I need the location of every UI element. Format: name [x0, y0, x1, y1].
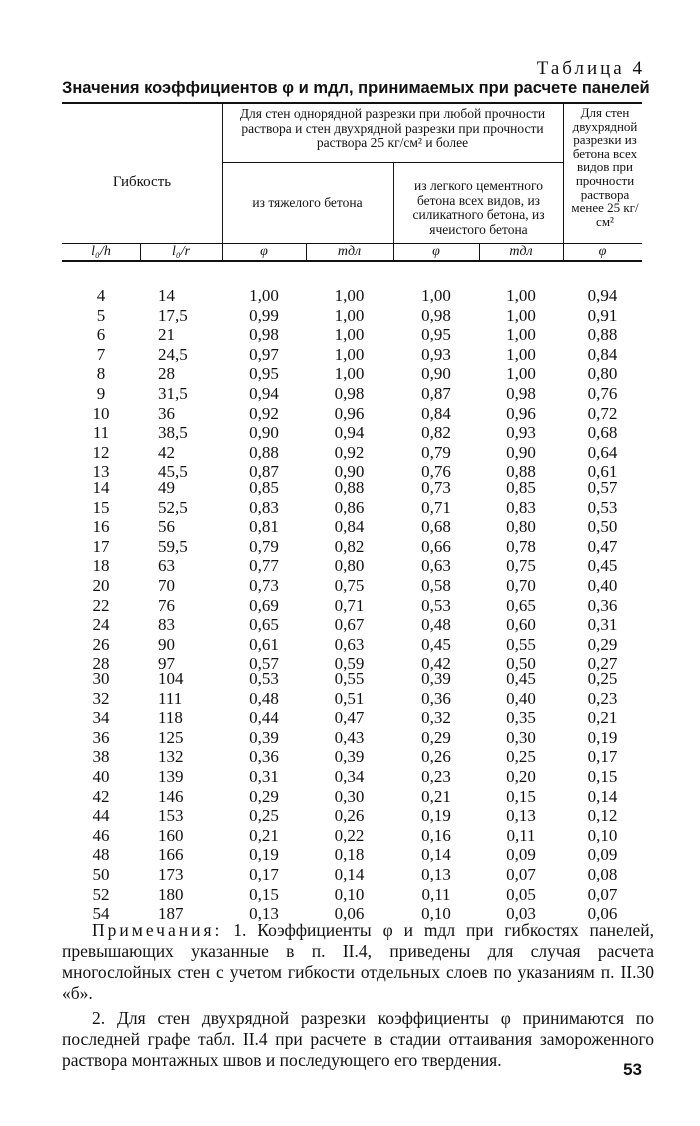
page-number: 53: [623, 1060, 642, 1079]
header-phi-light: φ: [432, 244, 440, 259]
table-label: Таблица 4: [536, 58, 645, 79]
table-cell-m-l: 0,45: [506, 669, 536, 688]
header-group-a: Для стен однорядной разрезки при любой прочности раствора и стен двухрядной разрезки при прочности раствора 25 кг/см² и более: [239, 106, 546, 150]
table-cell-phi-h: 0,73: [249, 576, 279, 595]
table-cell-lo-h: 17: [92, 536, 110, 556]
table-cell-phi-l: 0,73: [421, 478, 451, 497]
table-cell-m-h: 1,00: [334, 286, 365, 305]
table-cell-m-l: 0,85: [506, 478, 536, 497]
notes: [62, 920, 654, 1071]
table-cell-phi-h: 0,88: [249, 442, 279, 462]
table-cell-phi-l: 0,63: [421, 556, 451, 576]
table-cell-m-h: 0,47: [334, 708, 365, 728]
table-cell-lo-h: 10: [92, 403, 110, 423]
table-cell-lo-r: 125: [158, 727, 184, 747]
table-cell-m-l: 0,50: [506, 654, 536, 674]
table-cell-lo-h: 22: [92, 595, 110, 615]
table-cell-lo-r: 104: [158, 669, 184, 688]
table-cell-lo-r: 38,5: [158, 423, 188, 443]
header-top-rule: [62, 102, 642, 104]
table-cell-phi-h: 0,94: [249, 384, 279, 403]
table-cell-phi-h: 0,31: [249, 767, 279, 786]
table-cell-m-h: 0,84: [334, 517, 365, 537]
header-lo-h: l₀/h: [91, 244, 111, 259]
table-cell-phi-h: 0,44: [249, 708, 279, 728]
table-cell-phi-l: 0,95: [421, 325, 451, 345]
table-cell-m-h: 0,59: [334, 654, 365, 674]
table-cell-lo-h: 44: [92, 806, 110, 826]
table-cell-phi-h: 0,53: [249, 669, 279, 688]
table-cell-m-l: 0,90: [506, 442, 536, 462]
table-cell-phi-b: 0,57: [587, 478, 618, 497]
notes-lead: Примечания:: [92, 920, 223, 940]
note-1-text: 1. Коэффициенты φ и mдл при гибкостях панелей, превышающих указанные в п. II.4, приведены для случая расчета многослойных стен с учетом гибкости отдельных слоев по указаниям п. II.30 «б».: [62, 920, 655, 1003]
table-cell-lo-r: 173: [158, 865, 184, 884]
table-cell-phi-b: 0,84: [587, 344, 618, 364]
table-cell-phi-b: 0,09: [587, 845, 618, 865]
table-cell-lo-r: 21: [158, 325, 175, 345]
table-cell-lo-r: 180: [158, 884, 184, 904]
table-cell-m-h: 0,55: [334, 669, 365, 688]
table-cell-phi-h: 0,69: [249, 595, 279, 615]
table-cell-phi-l: 0,19: [421, 806, 451, 826]
header-m-light: mдл: [509, 244, 533, 259]
table-cell-phi-b: 0,21: [587, 708, 618, 728]
table-cell-m-h: 0,86: [334, 497, 365, 517]
table-cell-phi-b: 0,94: [587, 286, 618, 305]
table-cell-m-l: 1,00: [506, 286, 536, 305]
table-cell-m-l: 0,40: [506, 688, 536, 708]
table-cell-lo-h: 48: [92, 845, 110, 865]
table-cell-phi-b: 0,25: [587, 669, 618, 688]
table-cell-lo-h: 36: [92, 727, 110, 747]
table-cell-m-l: 0,75: [506, 556, 536, 576]
table-cell-phi-h: 0,65: [249, 615, 279, 635]
table-cell-phi-l: 0,93: [421, 344, 451, 364]
table-cell-phi-b: 0,50: [587, 517, 618, 537]
table-cell-m-h: 0,88: [334, 478, 365, 497]
table-cell-m-h: 0,39: [334, 747, 365, 767]
table-cell-lo-r: 17,5: [158, 305, 188, 325]
table-cell-m-h: 0,96: [334, 403, 365, 423]
header-group-b: Для стен двухрядной разрезки из бетона всех видов при прочности раствора менее 25 кг/см²: [571, 105, 639, 229]
table-cell-phi-h: 0,19: [249, 845, 279, 865]
table-cell-m-h: 0,22: [334, 825, 365, 845]
header-vline-2: [563, 104, 564, 260]
table-cell-lo-h: 30: [92, 669, 110, 688]
table-cell-m-l: 0,80: [506, 517, 536, 537]
table-cell-lo-h: 46: [92, 825, 110, 845]
table-cell-lo-r: 49: [158, 478, 175, 497]
table-cell-phi-l: 0,39: [421, 669, 451, 688]
table-cell-lo-h: 12: [92, 442, 110, 462]
table-cell-lo-h: 54: [92, 904, 110, 924]
table-cell-lo-h: 24: [92, 615, 110, 635]
table-cell-lo-r: 14: [158, 286, 175, 305]
table-cell-m-l: 0,83: [506, 497, 536, 517]
table-cell-phi-b: 0,07: [587, 884, 618, 904]
table-cell-m-l: 0,78: [506, 536, 536, 556]
table-cell-lo-h: 7: [96, 344, 106, 364]
header-m-heavy: mдл: [337, 244, 362, 259]
table-cell-m-l: 0,15: [506, 786, 536, 806]
table-cell-phi-h: 0,90: [249, 423, 279, 443]
header-bottom-rule: [62, 260, 642, 262]
table-cell-phi-b: 0,45: [587, 556, 618, 576]
table-cell-phi-b: 0,19: [587, 727, 618, 747]
table-cell-m-h: 0,92: [334, 442, 365, 462]
table-cell-phi-h: 1,00: [249, 286, 279, 305]
table-cell-lo-r: 70: [158, 576, 175, 595]
table-cell-phi-l: 1,00: [421, 286, 451, 305]
table-cell-lo-r: 24,5: [158, 344, 188, 364]
table-cell-lo-h: 42: [92, 786, 110, 806]
table-cell-m-h: 0,51: [334, 688, 365, 708]
table-cell-phi-l: 0,71: [421, 497, 451, 517]
note-1: [62, 920, 654, 1004]
table-cell-phi-h: 0,85: [249, 478, 279, 497]
table-cell-lo-r: 118: [158, 708, 183, 728]
table-cell-phi-h: 0,83: [249, 497, 279, 517]
table-cell-phi-l: 0,66: [421, 536, 451, 556]
table-cell-lo-r: 45,5: [158, 462, 188, 482]
table-cell-phi-l: 0,90: [421, 364, 451, 384]
table-cell-m-h: 1,00: [334, 305, 365, 325]
table-cell-phi-b: 0,76: [587, 384, 618, 403]
table-cell-m-l: 0,88: [506, 462, 536, 482]
table-cell-phi-l: 0,32: [421, 708, 451, 728]
table-cell-lo-r: 160: [158, 825, 184, 845]
table-cell-m-l: 0,07: [506, 865, 536, 884]
table-cell-m-h: 1,00: [334, 325, 365, 345]
table-cell-phi-l: 0,42: [421, 654, 451, 674]
table-cell-m-h: 0,94: [334, 423, 365, 443]
table-cell-lo-h: 28: [92, 654, 110, 674]
table-cell-phi-h: 0,98: [249, 325, 279, 345]
table-cell-m-l: 1,00: [506, 305, 536, 325]
table-cell-m-l: 0,30: [506, 727, 536, 747]
table-cell-lo-r: 31,5: [158, 384, 188, 403]
table-cell-phi-h: 0,39: [249, 727, 279, 747]
table-cell-phi-h: 0,97: [249, 344, 279, 364]
table-cell-phi-b: 0,15: [587, 767, 618, 786]
table-cell-phi-b: 0,53: [587, 497, 618, 517]
table-cell-phi-b: 0,88: [587, 325, 618, 345]
table-cell-phi-l: 0,21: [421, 786, 451, 806]
table-cell-phi-l: 0,10: [421, 904, 451, 924]
header-vline-1: [222, 104, 223, 260]
table-cell-lo-h: 18: [92, 556, 110, 576]
table-cell-lo-h: 11: [92, 423, 110, 443]
table-cell-lo-r: 28: [158, 364, 175, 384]
table-cell-lo-r: 139: [158, 767, 184, 786]
table-cell-phi-h: 0,48: [249, 688, 279, 708]
table-cell-m-l: 1,00: [506, 325, 536, 345]
table-cell-m-l: 0,20: [506, 767, 536, 786]
table-cell-m-l: 1,00: [506, 364, 536, 384]
table-cell-lo-h: 16: [92, 517, 110, 537]
table-cell-phi-h: 0,57: [249, 654, 279, 674]
table-cell-phi-l: 0,36: [421, 688, 451, 708]
table-cell-phi-b: 0,29: [587, 634, 618, 654]
table-cell-lo-h: 32: [92, 688, 110, 708]
table-cell-m-l: 0,05: [506, 884, 536, 904]
table-cell-m-h: 0,34: [334, 767, 365, 786]
table-cell-phi-h: 0,61: [249, 634, 279, 654]
table-cell-m-h: 1,00: [334, 344, 365, 364]
table-title: Значения коэффициентов φ и mдл, принимаемых при расчете панелей: [62, 79, 650, 97]
table-cell-m-l: 0,25: [506, 747, 536, 767]
table-cell-phi-l: 0,53: [421, 595, 451, 615]
table-cell-m-h: 0,90: [334, 462, 365, 482]
table-cell-lo-r: 90: [158, 634, 175, 654]
table-cell-m-h: 0,71: [334, 595, 365, 615]
table-cell-phi-h: 0,79: [249, 536, 279, 556]
table-cell-phi-l: 0,14: [421, 845, 451, 865]
table-cell-lo-h: 50: [92, 865, 110, 884]
table-cell-lo-r: 187: [158, 904, 184, 924]
header-heavy-concrete: из тяжелого бетона: [252, 195, 363, 210]
table-cell-m-h: 0,80: [334, 556, 365, 576]
table-cell-lo-r: 63: [158, 556, 175, 576]
table-cell-phi-l: 0,26: [421, 747, 451, 767]
table-cell-phi-b: 0,27: [587, 654, 618, 674]
table-cell-phi-h: 0,15: [249, 884, 279, 904]
table-cell-phi-b: 0,91: [587, 305, 618, 325]
table-cell-m-l: 0,09: [506, 845, 536, 865]
table-cell-lo-r: 83: [158, 615, 175, 635]
table-cell-lo-r: 166: [158, 845, 184, 865]
table-cell-lo-h: 9: [96, 384, 106, 403]
table-cell-m-h: 0,26: [334, 806, 365, 826]
table-cell-m-l: 0,03: [506, 904, 536, 924]
table-cell-m-l: 0,13: [506, 806, 536, 826]
table-cell-phi-h: 0,77: [249, 556, 279, 576]
table-cell-phi-b: 0,72: [587, 403, 618, 423]
table-cell-phi-h: 0,25: [249, 806, 279, 826]
table-cell-lo-r: 59,5: [158, 536, 188, 556]
table-cell-lo-r: 76: [158, 595, 175, 615]
table-cell-phi-b: 0,47: [587, 536, 618, 556]
table-cell-phi-b: 0,68: [587, 423, 618, 443]
table-cell-phi-b: 0,14: [587, 786, 618, 806]
table-cell-lo-r: 52,5: [158, 497, 188, 517]
table-cell-lo-h: 40: [92, 767, 110, 786]
table-cell-m-l: 0,98: [506, 384, 536, 403]
table-cell-lo-r: 97: [158, 654, 175, 674]
table-cell-phi-b: 0,64: [587, 442, 618, 462]
table-cell-m-l: 0,35: [506, 708, 536, 728]
table-cell-m-h: 0,10: [334, 884, 365, 904]
table-cell-lo-h: 52: [92, 884, 110, 904]
table-cell-lo-r: 42: [158, 442, 175, 462]
table-cell-lo-h: 38: [92, 747, 110, 767]
table-cell-phi-l: 0,79: [421, 442, 451, 462]
table-cell-m-h: 0,06: [334, 904, 365, 924]
table-cell-m-l: 0,70: [506, 576, 536, 595]
table-cell-m-l: 0,55: [506, 634, 536, 654]
table-cell-phi-l: 0,13: [421, 865, 451, 884]
table-cell-lo-r: 146: [158, 786, 184, 806]
table-cell-phi-h: 0,36: [249, 747, 279, 767]
table-cell-lo-h: 26: [92, 634, 110, 654]
table-cell-phi-h: 0,13: [249, 904, 279, 924]
table-cell-lo-h: 14: [92, 478, 110, 497]
table-cell-phi-l: 0,45: [421, 634, 451, 654]
header-phi-heavy: φ: [260, 244, 268, 259]
table-cell-phi-l: 0,58: [421, 576, 451, 595]
table-cell-phi-b: 0,17: [587, 747, 618, 767]
table-cell-m-h: 0,98: [334, 384, 365, 403]
table-cell-lo-r: 56: [158, 517, 175, 537]
table-cell-phi-b: 0,80: [587, 364, 618, 384]
header-phi-last: φ: [598, 244, 607, 259]
table-cell-phi-h: 0,87: [249, 462, 279, 482]
table-cell-m-h: 0,43: [334, 727, 365, 747]
table-cell-phi-b: 0,10: [587, 825, 618, 845]
table-cell-m-h: 0,67: [334, 615, 365, 635]
table-cell-m-l: 0,60: [506, 615, 536, 635]
table-cell-lo-h: 34: [92, 708, 110, 728]
table-cell-lo-h: 20: [92, 576, 110, 595]
table-cell-lo-h: 13: [92, 462, 110, 482]
table-cell-phi-l: 0,82: [421, 423, 451, 443]
table-cell-m-h: 0,30: [334, 786, 365, 806]
table-cell-m-l: 0,65: [506, 595, 536, 615]
table-cell-m-h: 0,18: [334, 845, 365, 865]
table-cell-phi-b: 0,61: [587, 462, 618, 482]
note-2: 2. Для стен двухрядной разрезки коэффициенты φ принимаются по последней графе табл. II.4 при расчете в стадии оттаивания замороженного раствора монтажных швов и последующего его твердения.: [62, 1008, 654, 1070]
table-cell-lo-r: 36: [158, 403, 175, 423]
table-cell-phi-h: 0,81: [249, 517, 279, 537]
table-cell-phi-b: 0,23: [587, 688, 618, 708]
table-cell-phi-l: 0,48: [421, 615, 451, 635]
table-cell-phi-b: 0,31: [587, 615, 618, 635]
table-cell-m-h: 1,00: [334, 364, 365, 384]
table-cell-m-l: 0,11: [506, 825, 536, 845]
table-cell-phi-l: 0,68: [421, 517, 451, 537]
table-cell-phi-l: 0,23: [421, 767, 451, 786]
table-cell-m-h: 0,63: [334, 634, 365, 654]
table-cell-phi-l: 0,87: [421, 384, 451, 403]
table-cell-m-h: 0,75: [334, 576, 365, 595]
table-cell-phi-l: 0,11: [421, 884, 451, 904]
table-cell-lo-r: 111: [158, 688, 183, 708]
table-cell-phi-h: 0,92: [249, 403, 279, 423]
header-lo-r: l₀/r: [171, 244, 191, 259]
table-cell-m-h: 0,14: [334, 865, 365, 884]
table-cell-phi-h: 0,95: [249, 364, 279, 384]
table-cell-phi-b: 0,40: [587, 576, 618, 595]
table-cell-phi-l: 0,98: [421, 305, 451, 325]
table-cell-phi-l: 0,16: [421, 825, 451, 845]
table-cell-phi-b: 0,36: [587, 595, 618, 615]
table-cell-phi-h: 0,29: [249, 786, 279, 806]
table-cell-lo-r: 153: [158, 806, 184, 826]
table-cell-phi-b: 0,06: [587, 904, 618, 924]
table-cell-lo-r: 132: [158, 747, 184, 767]
table-cell-lo-h: 4: [96, 286, 106, 305]
table-cell-m-l: 1,00: [506, 344, 536, 364]
table-cell-lo-h: 6: [96, 325, 106, 345]
table-cell-m-h: 0,82: [334, 536, 365, 556]
table-cell-phi-b: 0,08: [587, 865, 618, 884]
table-cell-phi-b: 0,12: [587, 806, 618, 826]
table-cell-phi-h: 0,21: [249, 825, 279, 845]
table-cell-m-l: 0,93: [506, 423, 536, 443]
table-cell-phi-h: 0,17: [249, 865, 279, 884]
table-cell-phi-l: 0,29: [421, 727, 451, 747]
table-cell-phi-l: 0,84: [421, 403, 451, 423]
table-cell-phi-l: 0,76: [421, 462, 451, 482]
header-light-concrete: из легкого цементного бетона всех видов, из силикатного бетона, из ячеистого бетона: [412, 178, 545, 237]
table-cell-lo-h: 5: [96, 305, 106, 325]
table-cell-phi-h: 0,99: [249, 305, 279, 325]
table-cell-lo-h: 8: [96, 364, 106, 384]
table-cell-m-l: 0,96: [506, 403, 536, 423]
table-cell-lo-h: 15: [92, 497, 110, 517]
header-flexibility: Гибкость: [112, 174, 172, 190]
